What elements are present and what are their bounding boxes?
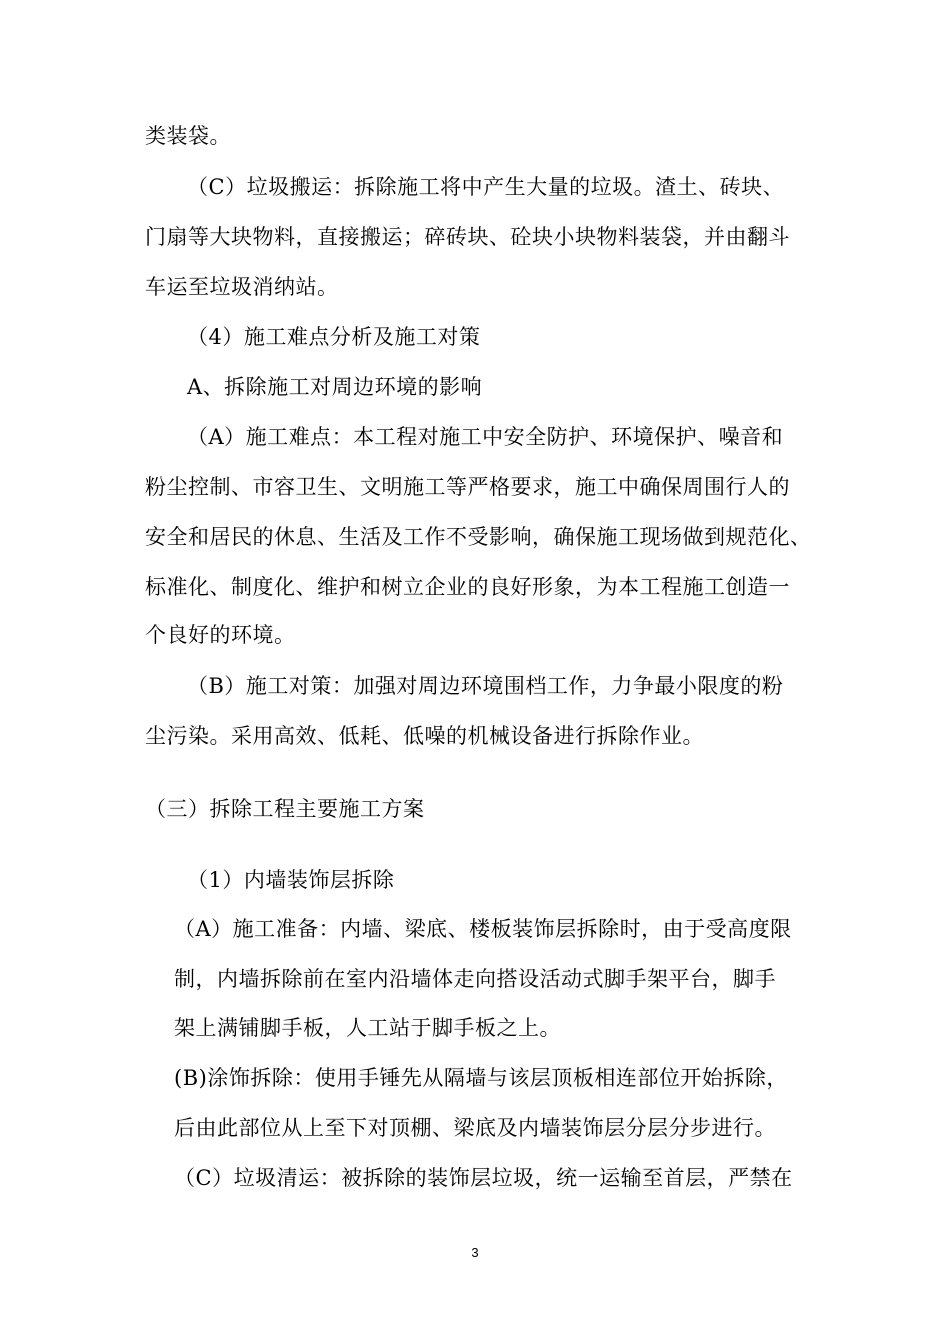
page-number: 3 xyxy=(471,1245,479,1260)
section-heading: （三）拆除工程主要施工方案 xyxy=(145,797,425,821)
paragraph-line: 标准化、制度化、维护和树立企业的良好形象，为本工程施工创造一 xyxy=(145,575,790,599)
paragraph-line: 安全和居民的休息、生活及工作不受影响，确保施工现场做到规范化、 xyxy=(145,525,812,549)
paragraph-line: 尘污染。采用高效、低耗、低噪的机械设备进行拆除作业。 xyxy=(145,724,704,748)
paragraph-line: （B）施工对策：加强对周边环境围档工作，力争最小限度的粉 xyxy=(187,674,784,698)
subsection-heading: A、拆除施工对周边环境的影响 xyxy=(187,375,483,399)
subsection-heading: （1）内墙装饰层拆除 xyxy=(187,868,395,892)
paragraph-line: (B)涂饰拆除：使用手锤先从隔墙与该层顶板相连部位开始拆除， xyxy=(174,1066,788,1090)
paragraph-line: 门扇等大块物料，直接搬运；碎砖块、砼块小块物料装袋，并由翻斗 xyxy=(145,225,790,249)
paragraph-line: 架上满铺脚手板，人工站于脚手板之上。 xyxy=(174,1016,561,1040)
paragraph-line: 后由此部位从上至下对顶棚、梁底及内墙装饰层分层分步进行。 xyxy=(174,1116,776,1140)
paragraph-line: （A）施工准备：内墙、梁底、楼板装饰层拆除时，由于受高度限 xyxy=(174,917,792,941)
paragraph-line: 粉尘控制、市容卫生、文明施工等严格要求，施工中确保周围行人的 xyxy=(145,475,790,499)
paragraph-line: 制，内墙拆除前在室内沿墙体走向搭设活动式脚手架平台，脚手 xyxy=(174,967,776,991)
paragraph-line: （C）垃圾搬运：拆除施工将中产生大量的垃圾。渣土、砖块、 xyxy=(187,175,785,199)
section-heading: （4）施工难点分析及施工对策 xyxy=(187,325,481,349)
paragraph-line: （A）施工难点：本工程对施工中安全防护、环境保护、噪音和 xyxy=(187,425,784,449)
paragraph-line: 车运至垃圾消纳站。 xyxy=(145,275,339,299)
paragraph-line: 个良好的环境。 xyxy=(145,623,296,647)
paragraph-line: （C）垃圾清运：被拆除的装饰层垃圾，统一运输至首层，严禁在 xyxy=(174,1166,793,1190)
paragraph-line: 类装袋。 xyxy=(145,124,231,148)
